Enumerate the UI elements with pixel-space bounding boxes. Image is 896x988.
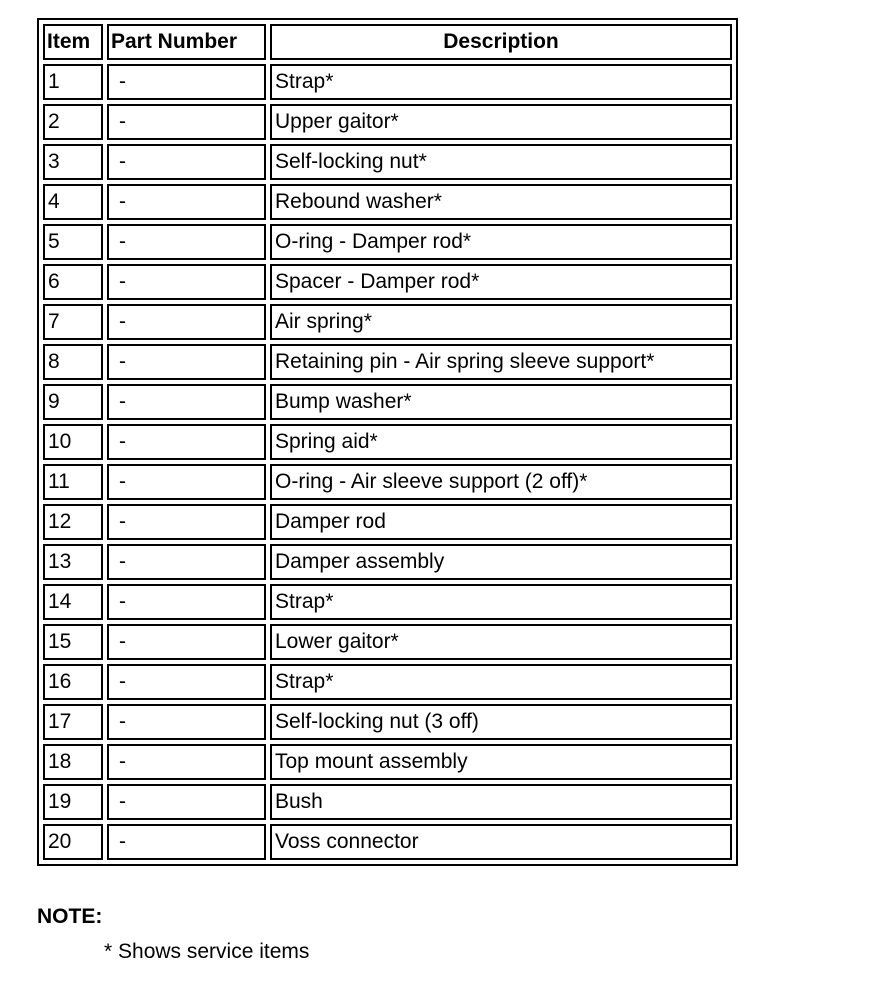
description-cell: Rebound washer*: [270, 184, 732, 220]
description-cell: Strap*: [270, 584, 732, 620]
table-row: [43, 424, 732, 460]
item-cell: 15: [43, 624, 103, 660]
item-cell: 14: [43, 584, 103, 620]
description-cell: Bump washer*: [270, 384, 732, 420]
item-cell: 13: [43, 544, 103, 580]
part-number-cell: -: [107, 104, 266, 140]
part-number-cell: -: [107, 264, 266, 300]
description-cell: Spacer - Damper rod*: [270, 264, 732, 300]
description-cell: Damper assembly: [270, 544, 732, 580]
description-cell: Retaining pin - Air spring sleeve support*: [270, 344, 732, 380]
part-number-cell: -: [107, 584, 266, 620]
header-part-number: Part Number: [107, 24, 266, 60]
description-cell: Self-locking nut (3 off): [270, 704, 732, 740]
table-row: [43, 384, 732, 420]
part-number-cell: -: [107, 704, 266, 740]
parts-table-body: [43, 64, 732, 860]
part-number-cell: -: [107, 504, 266, 540]
table-row: [43, 784, 732, 820]
item-cell: 3: [43, 144, 103, 180]
item-cell: 12: [43, 504, 103, 540]
description-cell: Spring aid*: [270, 424, 732, 460]
item-cell: 7: [43, 304, 103, 340]
item-cell: 1: [43, 64, 103, 100]
item-cell: 2: [43, 104, 103, 140]
item-cell: 6: [43, 264, 103, 300]
description-cell: O-ring - Air sleeve support (2 off)*: [270, 464, 732, 500]
part-number-cell: -: [107, 624, 266, 660]
table-row: [43, 464, 732, 500]
table-row: [43, 664, 732, 700]
table-row: [43, 544, 732, 580]
item-cell: 18: [43, 744, 103, 780]
description-cell: Air spring*: [270, 304, 732, 340]
part-number-cell: -: [107, 344, 266, 380]
part-number-cell: -: [107, 144, 266, 180]
description-cell: Bush: [270, 784, 732, 820]
table-row: [43, 224, 732, 260]
part-number-cell: -: [107, 544, 266, 580]
part-number-cell: -: [107, 224, 266, 260]
item-cell: 20: [43, 824, 103, 860]
part-number-cell: -: [107, 744, 266, 780]
item-cell: 17: [43, 704, 103, 740]
part-number-cell: -: [107, 664, 266, 700]
item-cell: 4: [43, 184, 103, 220]
table-row: [43, 504, 732, 540]
table-row: [43, 824, 732, 860]
table-row: [43, 304, 732, 340]
header-row: [43, 24, 732, 60]
table-row: [43, 184, 732, 220]
description-cell: O-ring - Damper rod*: [270, 224, 732, 260]
header-item: Item: [43, 24, 103, 60]
part-number-cell: -: [107, 464, 266, 500]
item-cell: 5: [43, 224, 103, 260]
description-cell: Self-locking nut*: [270, 144, 732, 180]
item-cell: 9: [43, 384, 103, 420]
table-row: [43, 624, 732, 660]
part-number-cell: -: [107, 784, 266, 820]
part-number-cell: -: [107, 184, 266, 220]
part-number-cell: -: [107, 824, 266, 860]
description-cell: Voss connector: [270, 824, 732, 860]
description-cell: Strap*: [270, 664, 732, 700]
table-row: [43, 344, 732, 380]
description-cell: Strap*: [270, 64, 732, 100]
item-cell: 11: [43, 464, 103, 500]
table-row: [43, 744, 732, 780]
part-number-cell: -: [107, 424, 266, 460]
part-number-cell: -: [107, 304, 266, 340]
header-description: Description: [270, 24, 732, 60]
item-cell: 19: [43, 784, 103, 820]
table-row: [43, 104, 732, 140]
item-cell: 8: [43, 344, 103, 380]
description-cell: Upper gaitor*: [270, 104, 732, 140]
table-row: [43, 704, 732, 740]
table-row: [43, 64, 732, 100]
item-cell: 10: [43, 424, 103, 460]
description-cell: Top mount assembly: [270, 744, 732, 780]
part-number-cell: -: [107, 64, 266, 100]
description-cell: Lower gaitor*: [270, 624, 732, 660]
item-cell: 16: [43, 664, 103, 700]
note-text: * Shows service items: [104, 940, 310, 963]
table-row: [43, 144, 732, 180]
table-row: [43, 584, 732, 620]
part-number-cell: -: [107, 384, 266, 420]
table-row: [43, 264, 732, 300]
note-label: NOTE:: [37, 905, 103, 928]
parts-table: [37, 18, 738, 866]
description-cell: Damper rod: [270, 504, 732, 540]
